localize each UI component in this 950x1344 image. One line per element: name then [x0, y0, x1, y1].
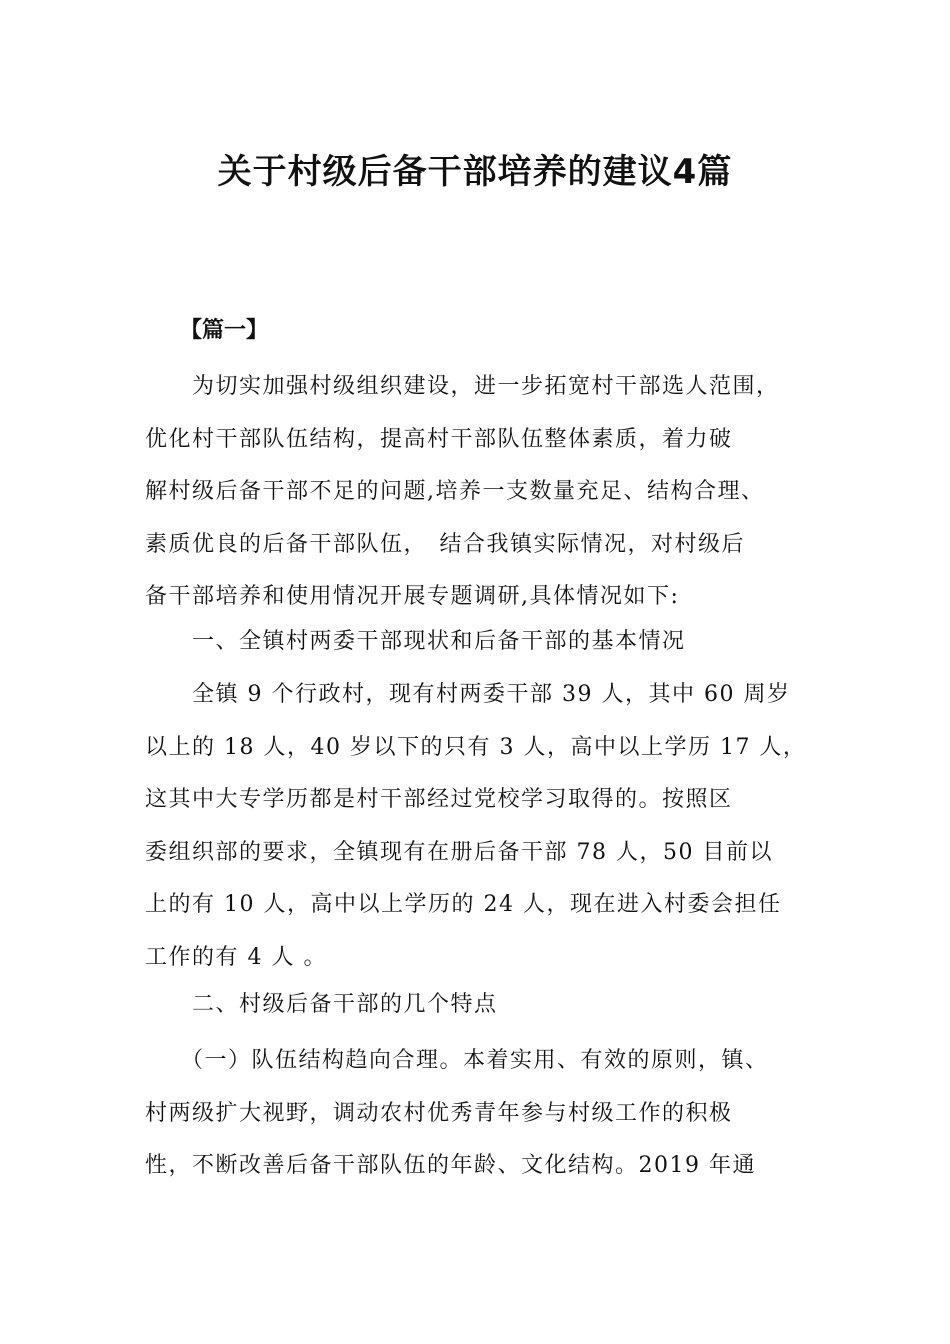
- text-line: 委组织部的要求，全镇现有在册后备干部 78 人，50 目前以: [145, 839, 773, 865]
- text-line: （一）队伍结构趋向合理。本着实用、有效的原则，镇、: [145, 1048, 769, 1073]
- paragraph-intro: [145, 361, 820, 624]
- paragraph-status: [145, 669, 820, 984]
- text-line: 备干部培养和使用情况开展专题调研,具体情况如下:: [145, 584, 680, 609]
- heading-text: 二、村级后备干部的几个特点: [145, 992, 498, 1017]
- text-line: 优化村干部队伍结构，提高村干部队伍整体素质，着力破: [145, 426, 733, 452]
- section-heading-1: [145, 616, 820, 669]
- paragraph-features: [145, 1035, 820, 1193]
- text-line: 以上的 18 人，40 岁以下的只有 3 人，高中以上学历 17 人，: [145, 734, 807, 760]
- text-line: 素质优良的后备干部队伍， 结合我镇实际情况，对村级后: [145, 531, 746, 557]
- text-line: 为切实加强村级组织建设，进一步拓宽村干部选人范围，: [145, 374, 780, 399]
- text-line: 村两级扩大视野，调动农村优秀青年参与村级工作的积极: [145, 1100, 733, 1126]
- section-label: 【篇一】: [180, 317, 269, 343]
- text-line: 性，不断改善后备干部队伍的年龄、文化结构。2019 年通: [145, 1153, 756, 1178]
- text-line: 上的有 10 人，高中以上学历的 24 人，现在进入村委会担任: [145, 892, 782, 917]
- text-line: 工作的有 4 人 。: [145, 944, 327, 970]
- text-line: 这其中大专学历都是村干部经过党校学习取得的。按照区: [145, 787, 733, 812]
- section-heading-2: [145, 979, 820, 1032]
- document-title: 关于村级后备干部培养的建议4篇: [217, 152, 733, 192]
- text-line: 解村级后备干部不足的问题,培养一支数量充足、结构合理、: [145, 479, 765, 504]
- heading-text: 一、全镇村两委干部现状和后备干部的基本情况: [145, 629, 686, 654]
- text-line: 全镇 9 个行政村，现有村两委干部 39 人，其中 60 周岁: [145, 682, 791, 707]
